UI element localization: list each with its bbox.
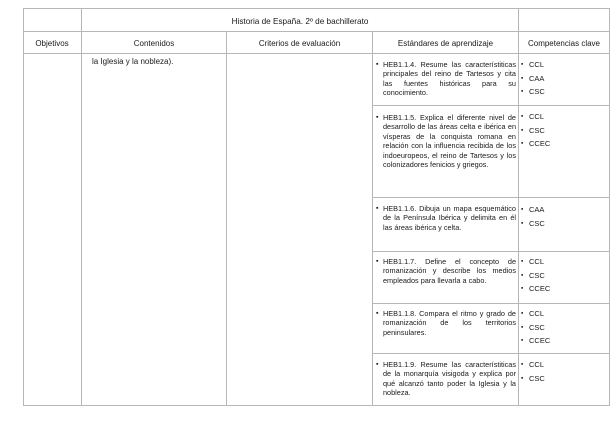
- standard-row-2: [376, 113, 516, 169]
- table-top-border: [23, 8, 610, 9]
- table-bottom-border: [23, 405, 610, 406]
- competencia-item: ▪ CCL: [521, 112, 545, 122]
- competencia-item: ▪ CCL: [521, 309, 545, 319]
- standard-text: HEB1.1.4. Resume las característiticas principales del reino de Tartesos y cita las fuentes históricas para su conocimiento.: [383, 60, 516, 98]
- bullet-icon: ▪: [521, 271, 524, 279]
- standard-row-4: [376, 257, 516, 285]
- column-divider: [372, 31, 373, 406]
- standard-text: HEB1.1.5. Explica el diferente nivel de desarrollo de las áreas celta e ibérica en vísperas de la conquista romana en relación con la influencia recibida de los indoeuropeos, el reino de Tartesos y los colonizadores fenicios y griegos.: [383, 113, 516, 170]
- row-divider: [372, 251, 610, 252]
- standard-text: HEB1.1.8. Compara el ritmo y grado de romanización de los territorios peninsulares.: [383, 309, 516, 337]
- competencia-item: ▪ CSC: [521, 270, 545, 280]
- standard-text: HEB1.1.6. Dibuja un mapa esquemático de la Península Ibérica y delimita en él las áreas ibérica y celta.: [383, 204, 516, 232]
- competencia-item: ▪ CCL: [521, 360, 545, 370]
- bullet-icon: ▪: [521, 361, 524, 369]
- competencias-row-3: [521, 203, 601, 230]
- standard-row-1: [376, 60, 516, 98]
- competencia-item: ▪ CAA: [521, 205, 545, 215]
- competencia-item: ▪ CSC: [521, 125, 545, 135]
- competencia-item: ▪ CSC: [521, 87, 545, 97]
- standard-row-3: [376, 204, 516, 232]
- competencia-item: ▪ CCL: [521, 60, 545, 70]
- standard-text: HEB1.1.9. Resume las característiticas de la monarquía visigoda y explica por qué alcanzó tanto poder la Iglesia y la nobleza.: [383, 360, 516, 398]
- competencias-row-2: [521, 110, 601, 151]
- column-divider: [518, 8, 519, 406]
- column-divider: [226, 31, 227, 406]
- bullet-icon: ▪: [376, 258, 379, 265]
- bullet-icon: ▪: [376, 61, 379, 68]
- bullet-icon: ▪: [521, 285, 524, 293]
- row-divider: [372, 353, 610, 354]
- header-bottom-border: [23, 53, 610, 54]
- column-header-objetivos: Objetivos: [35, 38, 69, 48]
- bullet-icon: ▪: [376, 114, 379, 121]
- standard-row-5: [376, 309, 516, 337]
- competencias-row-4: [521, 255, 601, 296]
- row-divider: [372, 303, 610, 304]
- bullet-icon: ▪: [376, 361, 379, 368]
- bullet-icon: ▪: [521, 126, 524, 134]
- bullet-icon: ▪: [521, 206, 524, 214]
- competencia-item: ▪ CCEC: [521, 336, 551, 346]
- column-header-criterios: Criterios de evaluación: [258, 38, 341, 48]
- bullet-icon: ▪: [521, 337, 524, 345]
- column-header-estandares: Estándares de aprendizaje: [397, 38, 494, 48]
- bullet-icon: ▪: [376, 310, 379, 317]
- standard-row-6: [376, 360, 516, 398]
- bullet-icon: ▪: [521, 113, 524, 121]
- standard-text: HEB1.1.7. Define el concepto de romanización y describe los medios empleados para llevarla a cabo.: [383, 257, 516, 285]
- bullet-icon: ▪: [521, 140, 524, 148]
- column-header-competencias: Competencias clave: [527, 38, 601, 48]
- competencia-item: ▪ CSC: [521, 218, 545, 228]
- competencia-item: ▪ CCL: [521, 257, 545, 267]
- competencia-item: ▪ CCEC: [521, 284, 551, 294]
- table-left-border: [23, 8, 24, 406]
- row-divider: [372, 197, 610, 198]
- row-divider: [372, 105, 610, 106]
- contenidos-cell-text: la Iglesia y la nobleza).: [92, 57, 174, 66]
- table-title: Historia de España. 2º de bachillerato: [231, 16, 369, 26]
- competencia-item: ▪ CSC: [521, 373, 545, 383]
- bullet-icon: ▪: [521, 219, 524, 227]
- competencia-item: ▪ CCEC: [521, 139, 551, 149]
- bullet-icon: ▪: [521, 88, 524, 96]
- bullet-icon: ▪: [521, 323, 524, 331]
- competencia-item: ▪ CSC: [521, 322, 545, 332]
- bullet-icon: ▪: [521, 310, 524, 318]
- bullet-icon: ▪: [376, 205, 379, 212]
- competencias-row-6: [521, 358, 601, 385]
- competencias-row-5: [521, 307, 601, 348]
- column-divider: [81, 8, 82, 406]
- table-right-border: [609, 8, 610, 406]
- competencias-row-1: [521, 58, 601, 99]
- bullet-icon: ▪: [521, 374, 524, 382]
- column-header-contenidos: Contenidos: [133, 38, 175, 48]
- bullet-icon: ▪: [521, 61, 524, 69]
- bullet-icon: ▪: [521, 258, 524, 266]
- bullet-icon: ▪: [521, 74, 524, 82]
- competencia-item: ▪ CAA: [521, 73, 545, 83]
